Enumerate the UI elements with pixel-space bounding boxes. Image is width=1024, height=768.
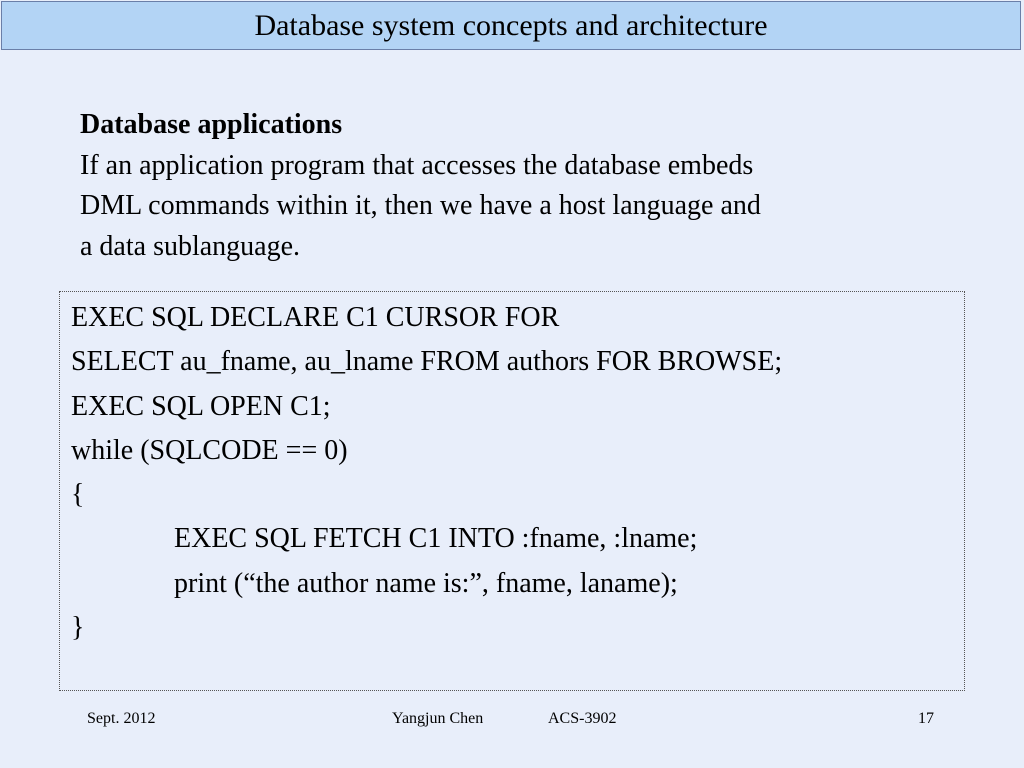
code-line-7: print (“the author name is:”, fname, laname); [174, 567, 678, 599]
code-line-1: EXEC SQL DECLARE C1 CURSOR FOR [71, 302, 560, 333]
title-bar [1, 1, 1021, 50]
body-line-1: If an application program that accesses the database embeds [80, 149, 754, 181]
intro-text-block [80, 105, 960, 267]
code-line-8: } [71, 612, 85, 644]
slide-title: Database system concepts and architecture [254, 8, 768, 42]
code-line-4: while (SQLCODE == 0) [71, 434, 348, 466]
code-line-5: { [71, 479, 85, 511]
section-heading: Database applications [80, 109, 343, 140]
footer-course: ACS-3902 [548, 710, 617, 727]
footer-date: Sept. 2012 [87, 710, 156, 727]
code-lines [71, 296, 782, 650]
code-example-box [59, 291, 965, 691]
body-line-3: a data sublanguage. [80, 230, 301, 262]
code-line-2: SELECT au_fname, au_lname FROM authors FOR BROWSE; [71, 346, 783, 378]
footer-author: Yangjun Chen [392, 710, 484, 727]
code-line-3: EXEC SQL OPEN C1; [71, 390, 331, 422]
body-line-2: DML commands within it, then we have a host language and [80, 190, 761, 221]
footer-page-number: 17 [918, 710, 934, 727]
code-line-6: EXEC SQL FETCH C1 INTO :fname, :lname; [174, 523, 698, 555]
